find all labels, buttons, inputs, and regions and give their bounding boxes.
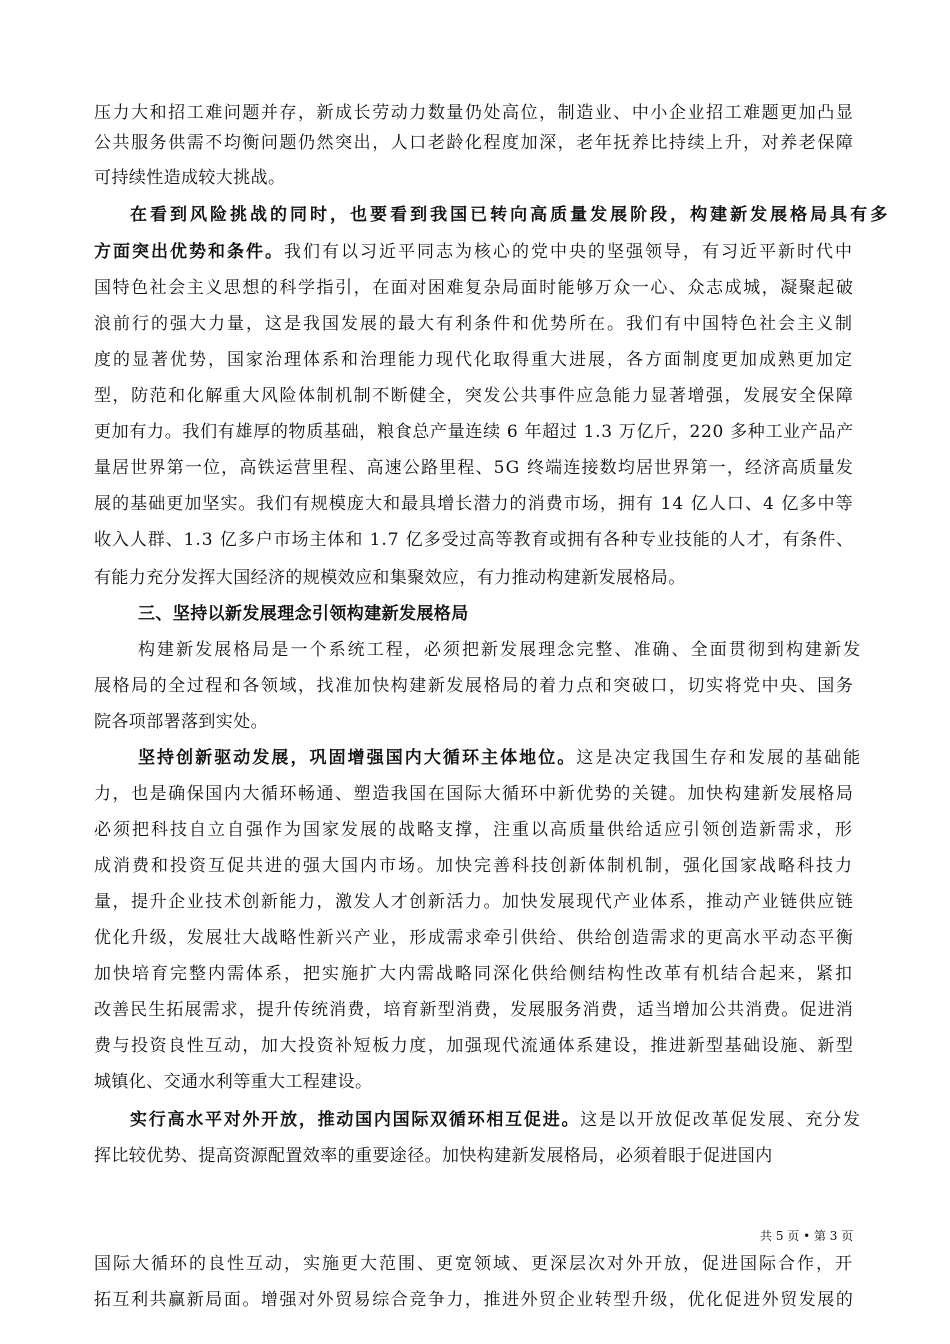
text-run: 院各项部署落到实处。 <box>94 712 268 732</box>
text-run: 度的显著优势，国家治理体系和治理能力现代化取得重大进展，各方面制度更加成熟更加定 <box>94 350 854 370</box>
text-run: 费与投资良性互动，加大投资补短板力度，加强现代流通体系建设，推进新型基础设施、新型 <box>94 1036 855 1056</box>
text-line <box>94 782 854 806</box>
text-line <box>94 1070 372 1094</box>
bold-text: 实行高水平对外开放，推动国内国际双循环相互促进。 <box>130 1110 581 1130</box>
bold-text: 坚持创新驱动发展，巩固增强国内大循环主体地位。 <box>138 748 577 768</box>
text-run: 量，提升企业技术创新能力，激发人才创新活力。加快发展现代产业体系，推动产业链供应链 <box>94 892 855 912</box>
text-run: 优化升级，发展壮大战略性新兴产业，形成需求牵引供给、供给创造需求的更高水平动态平衡 <box>94 928 855 948</box>
text-run: 必须把科技自立自强作为国家发展的战略支撑，注重以高质量供给适应引领创造新需求，形 <box>94 820 854 840</box>
text-line <box>138 638 862 662</box>
text-run: 成消费和投资互促共进的强大国内市场。加快完善科技创新体制机制，强化国家战略科技力 <box>94 856 854 876</box>
text-run: 这是决定我国生存和发展的基础能 <box>576 748 863 768</box>
text-run: 我们有以习近平同志为核心的党中央的坚强领导，有习近平新时代中 <box>284 242 854 262</box>
text-line <box>94 276 854 300</box>
text-run: 压力大和招工难问题并存，新成长劳动力数量仍处高位，制造业、中小企业招工难题更加凸显 <box>94 103 855 123</box>
text-run: 挥比较优势、提高资源配置效率的重要途径。加快构建新发展格局，必须着眼于促进国内 <box>94 1146 773 1166</box>
text-run: 浪前行的强大力量，这是我国发展的最大有利条件和优势所在。我们有中国特色社会主义制 <box>94 314 854 334</box>
text-line <box>94 1288 854 1312</box>
text-line <box>94 240 854 264</box>
text-line <box>130 203 890 227</box>
text-run: 国际大循环的良性互动，实施更大范围、更宽领域、更深层次对外开放，促进国际合作，开 <box>94 1254 854 1274</box>
text-line <box>94 926 854 950</box>
text-run: 有能力充分发挥大国经济的规模效应和集聚效应，有力推动构建新发展格局。 <box>94 568 686 588</box>
text-line <box>94 312 854 336</box>
text-run: 公共服务供需不均衡问题仍然突出，人口老龄化程度加深，老年抚养比持续上升，对养老保障 <box>94 133 855 153</box>
text-run: 加快培育完整内需体系，把实施扩大内需战略同深化供给侧结构性改革有机结合起来，紧扣 <box>94 964 854 984</box>
text-run: 力，也是确保国内大循环畅通、塑造我国在国际大循环中新优势的关键。加快构建新发展格局 <box>94 784 855 804</box>
text-line <box>94 998 854 1022</box>
text-line <box>94 166 285 190</box>
text-run: 收入人群、1.3 亿多户市场主体和 1.7 亿多受过高等教育或拥有各种专业技能的人才，有条件、 <box>94 530 855 550</box>
text-line <box>94 710 268 734</box>
text-run: 拓互利共赢新局面。增强对外贸易综合竞争力，推进外贸企业转型升级，优化促进外贸发展的 <box>94 1290 855 1310</box>
text-line <box>94 348 854 372</box>
text-line <box>138 746 862 770</box>
text-line <box>94 1144 773 1168</box>
text-line <box>94 566 686 590</box>
bold-text: 方面突出优势和条件。 <box>94 242 284 262</box>
text-run: 国特色社会主义思想的科学指引，在面对困难复杂局面时能够万众一心、众志成城，凝聚起破 <box>94 278 855 298</box>
text-run: 展格局的全过程和各领域，找准加快构建新发展格局的着力点和突破口，切实将党中央、国务 <box>94 676 855 696</box>
text-run: 构建新发展格局是一个系统工程，必须把新发展理念完整、准确、全面贯彻到构建新发 <box>138 640 863 660</box>
text-line <box>94 528 854 552</box>
text-line <box>94 101 854 125</box>
text-run: 这是以开放促改革促发展、充分发 <box>580 1110 862 1130</box>
page-footer: 共 5 页 • 第 3 页 <box>760 1229 854 1243</box>
bold-text: 在看到风险挑战的同时，也要看到我国已转向高质量发展阶段，构建新发展格局具有多 <box>130 205 891 225</box>
text-line <box>94 456 854 480</box>
text-line <box>94 1252 854 1276</box>
text-run: 城镇化、交通水利等重大工程建设。 <box>94 1072 373 1092</box>
text-line <box>94 131 854 155</box>
text-line <box>94 854 854 878</box>
text-line <box>130 1108 862 1132</box>
text-line <box>94 1034 854 1058</box>
text-line <box>94 890 854 914</box>
text-line <box>94 420 854 444</box>
text-line <box>94 384 854 408</box>
text-run: 型，防范和化解重大风险体制机制不断健全，突发公共事件应急能力显著增强，发展安全保障 <box>94 386 855 406</box>
text-run: 更加有力。我们有雄厚的物质基础，粮食总产量连续 6 年超过 1.3 万亿斤，220 多种工业产品产 <box>94 422 854 442</box>
text-run: 量居世界第一位，高铁运营里程、高速公路里程、5G 终端连接数均居世界第一，经济高质量发 <box>94 458 854 478</box>
text-run: 可持续性造成较大挑战。 <box>94 168 286 188</box>
bold-text: 三、坚持以新发展理念引领构建新发展格局 <box>138 604 469 624</box>
text-run: 展的基础更加坚实。我们有规模庞大和最具增长潜力的消费市场，拥有 14 亿人口、4 亿多中等 <box>94 494 854 514</box>
text-line <box>138 602 469 626</box>
text-line <box>94 492 854 516</box>
text-line <box>94 818 854 842</box>
text-run: 改善民生拓展需求，提升传统消费，培育新型消费，发展服务消费，适当增加公共消费。促进消 <box>94 1000 854 1020</box>
text-line <box>94 962 854 986</box>
text-line <box>94 674 854 698</box>
